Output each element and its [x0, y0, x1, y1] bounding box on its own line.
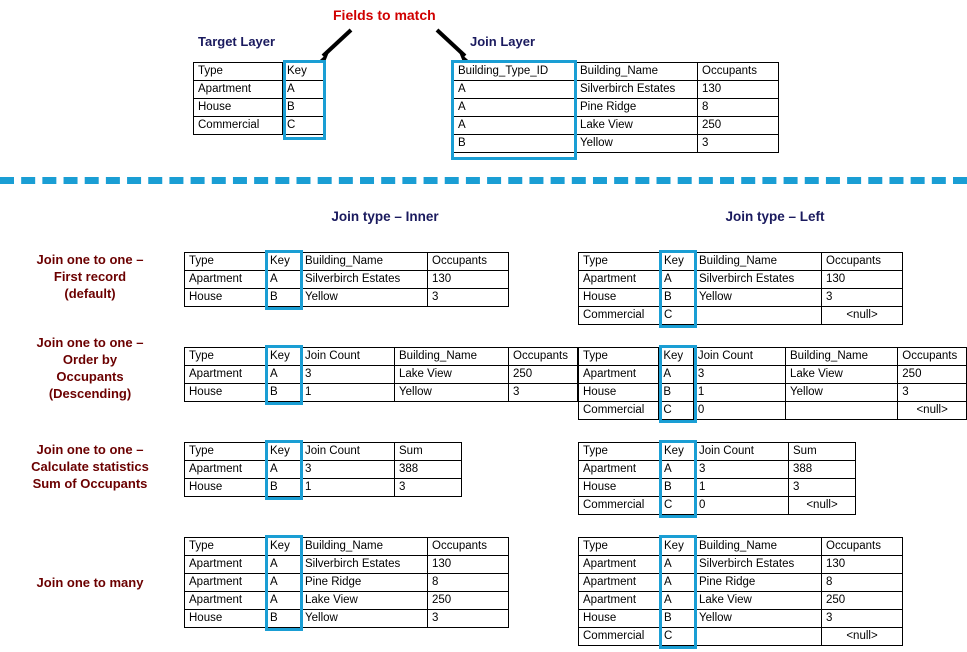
cell: B [283, 99, 324, 117]
cell: Pine Ridge [576, 99, 698, 117]
column-header: Sum [789, 443, 856, 461]
cell: 1 [693, 384, 785, 402]
column-header: Building_Name [576, 63, 698, 81]
cell: A [266, 366, 301, 384]
table-row [454, 81, 779, 99]
table-row [579, 497, 856, 515]
cell: 3 [789, 479, 856, 497]
column-header: Key [266, 253, 301, 271]
join-type-left-title: Join type – Left [725, 209, 825, 224]
row-label-line: Occupants [56, 369, 124, 384]
cell: 250 [509, 366, 578, 384]
cell: 3 [695, 461, 789, 479]
cell: Commercial [194, 117, 283, 135]
column-header: Type [185, 348, 266, 366]
cell: Silverbirch Estates [301, 556, 428, 574]
row-label-one-to-many [8, 574, 172, 591]
cell: 3 [698, 135, 779, 153]
left-statistics-table [578, 442, 856, 515]
table-row [185, 479, 462, 497]
row-label-order-by [8, 334, 172, 402]
cell: 130 [428, 271, 509, 289]
cell: House [194, 99, 283, 117]
cell: <null> [822, 628, 903, 646]
cell: Yellow [395, 384, 509, 402]
cell: Lake View [301, 592, 428, 610]
table-row [194, 99, 324, 117]
cell: House [579, 384, 659, 402]
cell: A [454, 99, 576, 117]
cell: Silverbirch Estates [695, 556, 822, 574]
join-layer-table [453, 62, 779, 153]
cell: 1 [301, 384, 395, 402]
table-header-row [185, 348, 578, 366]
cell: C [283, 117, 324, 135]
cell: 3 [301, 366, 395, 384]
cell: Silverbirch Estates [576, 81, 698, 99]
row-label-line: (default) [64, 286, 116, 301]
column-header: Key [266, 538, 301, 556]
cell: 0 [695, 497, 789, 515]
cell: 250 [822, 592, 903, 610]
cell: A [266, 271, 301, 289]
join-type-inner-title: Join type – Inner [331, 209, 439, 224]
row-label-line: Join one to one – [36, 442, 144, 457]
column-header: Join Count [301, 348, 395, 366]
column-header: Type [579, 348, 659, 366]
cell: House [579, 610, 660, 628]
cell: B [266, 384, 301, 402]
cell: A [266, 592, 301, 610]
column-header: Occupants [898, 348, 967, 366]
table-header-row [194, 63, 324, 81]
cell: House [185, 610, 266, 628]
column-header: Type [185, 538, 266, 556]
cell [695, 307, 822, 325]
column-header: Building_Name [301, 538, 428, 556]
cell: 3 [428, 289, 509, 307]
cell: Pine Ridge [301, 574, 428, 592]
left-first-record-table-wrap [578, 252, 903, 325]
left-one-to-many-table [578, 537, 903, 646]
cell: Apartment [194, 81, 283, 99]
cell: C [660, 307, 695, 325]
cell: Apartment [579, 574, 660, 592]
inner-one-to-many-table-wrap [184, 537, 509, 628]
cell: Yellow [301, 289, 428, 307]
cell: 3 [395, 479, 462, 497]
inner-first-record-table [184, 252, 509, 307]
cell: 3 [822, 610, 903, 628]
table-row [579, 289, 903, 307]
cell: A [454, 117, 576, 135]
column-header: Type [579, 443, 660, 461]
row-label-line: Join one to one – [36, 252, 144, 267]
column-header: Occupants [428, 538, 509, 556]
column-header: Building_Name [695, 253, 822, 271]
cell: B [266, 479, 301, 497]
cell: B [454, 135, 576, 153]
cell: Apartment [185, 592, 266, 610]
cell: A [454, 81, 576, 99]
cell: Apartment [579, 592, 660, 610]
table-row [185, 366, 578, 384]
cell: 130 [428, 556, 509, 574]
cell: Lake View [695, 592, 822, 610]
column-header: Join Count [695, 443, 789, 461]
row-label-line: Join one to many [36, 575, 144, 590]
cell [695, 628, 822, 646]
cell: 1 [695, 479, 789, 497]
cell: House [185, 479, 266, 497]
cell: Apartment [185, 366, 266, 384]
left-one-to-many-table-wrap [578, 537, 903, 646]
inner-order-by-table [184, 347, 578, 402]
cell: 3 [428, 610, 509, 628]
cell: Apartment [579, 366, 659, 384]
table-row [454, 99, 779, 117]
table-row [579, 307, 903, 325]
table-header-row [579, 538, 903, 556]
left-statistics-table-wrap [578, 442, 856, 515]
column-header: Building_Name [786, 348, 898, 366]
table-row [579, 461, 856, 479]
column-header: Building_Name [301, 253, 428, 271]
cell: 130 [822, 271, 903, 289]
table-header-row [454, 63, 779, 81]
target-layer-table-wrap [193, 62, 324, 135]
cell: 8 [428, 574, 509, 592]
table-header-row [185, 538, 509, 556]
table-row [579, 384, 967, 402]
column-header: Occupants [509, 348, 578, 366]
cell: Commercial [579, 402, 659, 420]
target-layer-title: Target Layer [198, 34, 276, 49]
column-header: Join Count [301, 443, 395, 461]
table-header-row [579, 443, 856, 461]
cell: 388 [395, 461, 462, 479]
column-header: Sum [395, 443, 462, 461]
cell: Pine Ridge [695, 574, 822, 592]
cell [786, 402, 898, 420]
cell: C [660, 497, 695, 515]
cell: Apartment [185, 574, 266, 592]
table-row [579, 610, 903, 628]
table-header-row [185, 443, 462, 461]
column-header: Type [194, 63, 283, 81]
column-header: Type [579, 538, 660, 556]
cell: A [660, 574, 695, 592]
column-header: Key [283, 63, 324, 81]
table-row [194, 81, 324, 99]
cell: A [266, 556, 301, 574]
cell: Yellow [301, 610, 428, 628]
row-label-line: Order by [62, 352, 118, 367]
cell: A [660, 592, 695, 610]
cell: Lake View [576, 117, 698, 135]
column-header: Key [660, 538, 695, 556]
cell: 3 [822, 289, 903, 307]
column-header: Key [266, 443, 301, 461]
cell: B [660, 479, 695, 497]
cell: 250 [698, 117, 779, 135]
target-layer-table [193, 62, 324, 135]
table-header-row [579, 253, 903, 271]
cell: 8 [822, 574, 903, 592]
cell: Apartment [185, 461, 266, 479]
table-row [185, 610, 509, 628]
cell: Apartment [579, 461, 660, 479]
row-label-line: Sum of Occupants [32, 476, 148, 491]
cell: 3 [509, 384, 578, 402]
table-row [579, 628, 903, 646]
cell: 388 [789, 461, 856, 479]
table-row [185, 556, 509, 574]
column-header: Building_Name [695, 538, 822, 556]
cell: House [185, 289, 266, 307]
cell: A [660, 461, 695, 479]
column-header: Occupants [428, 253, 509, 271]
cell: Commercial [579, 628, 660, 646]
cell: C [660, 628, 695, 646]
table-row [579, 366, 967, 384]
cell: Yellow [786, 384, 898, 402]
table-row [185, 461, 462, 479]
cell: Silverbirch Estates [301, 271, 428, 289]
row-label-line: Join one to one – [36, 335, 144, 350]
cell: B [660, 610, 695, 628]
row-label-first-record [10, 251, 170, 302]
cell: House [579, 289, 660, 307]
column-header: Type [579, 253, 660, 271]
cell: <null> [822, 307, 903, 325]
cell: A [266, 574, 301, 592]
cell: Apartment [579, 271, 660, 289]
inner-one-to-many-table [184, 537, 509, 628]
row-label-line: First record [53, 269, 127, 284]
cell: A [660, 556, 695, 574]
column-header: Building_Type_ID [454, 63, 576, 81]
column-header: Key [659, 348, 694, 366]
table-row [579, 271, 903, 289]
column-header: Key [660, 443, 695, 461]
column-header: Occupants [822, 253, 903, 271]
table-row [579, 479, 856, 497]
cell: <null> [898, 402, 967, 420]
cell: 1 [301, 479, 395, 497]
cell: Commercial [579, 307, 660, 325]
cell: Yellow [695, 289, 822, 307]
cell: <null> [789, 497, 856, 515]
cell: 250 [898, 366, 967, 384]
cell: B [266, 289, 301, 307]
table-row [454, 117, 779, 135]
table-row [185, 384, 578, 402]
cell: Apartment [185, 271, 266, 289]
column-header: Key [266, 348, 301, 366]
cell: A [266, 461, 301, 479]
table-row [454, 135, 779, 153]
cell: B [660, 289, 695, 307]
cell: 3 [898, 384, 967, 402]
column-header: Occupants [822, 538, 903, 556]
join-layer-table-wrap [453, 62, 779, 153]
column-header: Join Count [693, 348, 785, 366]
table-row [185, 289, 509, 307]
left-order-by-table-wrap [578, 347, 967, 420]
inner-statistics-table [184, 442, 462, 497]
cell: B [659, 384, 694, 402]
cell: C [659, 402, 694, 420]
table-header-row [579, 348, 967, 366]
left-order-by-table [578, 347, 967, 420]
column-header: Type [185, 253, 266, 271]
table-row [579, 556, 903, 574]
cell: Apartment [579, 556, 660, 574]
cell: Yellow [695, 610, 822, 628]
column-header: Type [185, 443, 266, 461]
cell: Yellow [576, 135, 698, 153]
table-row [185, 574, 509, 592]
table-row [185, 592, 509, 610]
cell: 0 [693, 402, 785, 420]
cell: Lake View [786, 366, 898, 384]
cell: A [659, 366, 694, 384]
left-first-record-table [578, 252, 903, 325]
inner-first-record-table-wrap [184, 252, 509, 307]
cell: Apartment [185, 556, 266, 574]
table-row [579, 574, 903, 592]
table-row [579, 402, 967, 420]
section-divider [0, 177, 967, 184]
row-label-line: Calculate statistics [31, 459, 149, 474]
inner-statistics-table-wrap [184, 442, 462, 497]
inner-order-by-table-wrap [184, 347, 578, 402]
cell: Lake View [395, 366, 509, 384]
table-row [185, 271, 509, 289]
cell: B [266, 610, 301, 628]
cell: 130 [698, 81, 779, 99]
cell: Commercial [579, 497, 660, 515]
fields-to-match-label: Fields to match [333, 7, 436, 23]
cell: A [660, 271, 695, 289]
cell: Silverbirch Estates [695, 271, 822, 289]
table-header-row [185, 253, 509, 271]
column-header: Building_Name [395, 348, 509, 366]
cell: 3 [693, 366, 785, 384]
row-label-line: (Descending) [48, 386, 132, 401]
cell: 8 [698, 99, 779, 117]
column-header: Key [660, 253, 695, 271]
column-header: Occupants [698, 63, 779, 81]
cell: House [579, 479, 660, 497]
cell: 3 [301, 461, 395, 479]
cell: 250 [428, 592, 509, 610]
row-label-statistics [2, 441, 178, 492]
cell: A [283, 81, 324, 99]
table-row [194, 117, 324, 135]
table-row [579, 592, 903, 610]
cell: House [185, 384, 266, 402]
join-layer-title: Join Layer [470, 34, 536, 49]
cell: 130 [822, 556, 903, 574]
